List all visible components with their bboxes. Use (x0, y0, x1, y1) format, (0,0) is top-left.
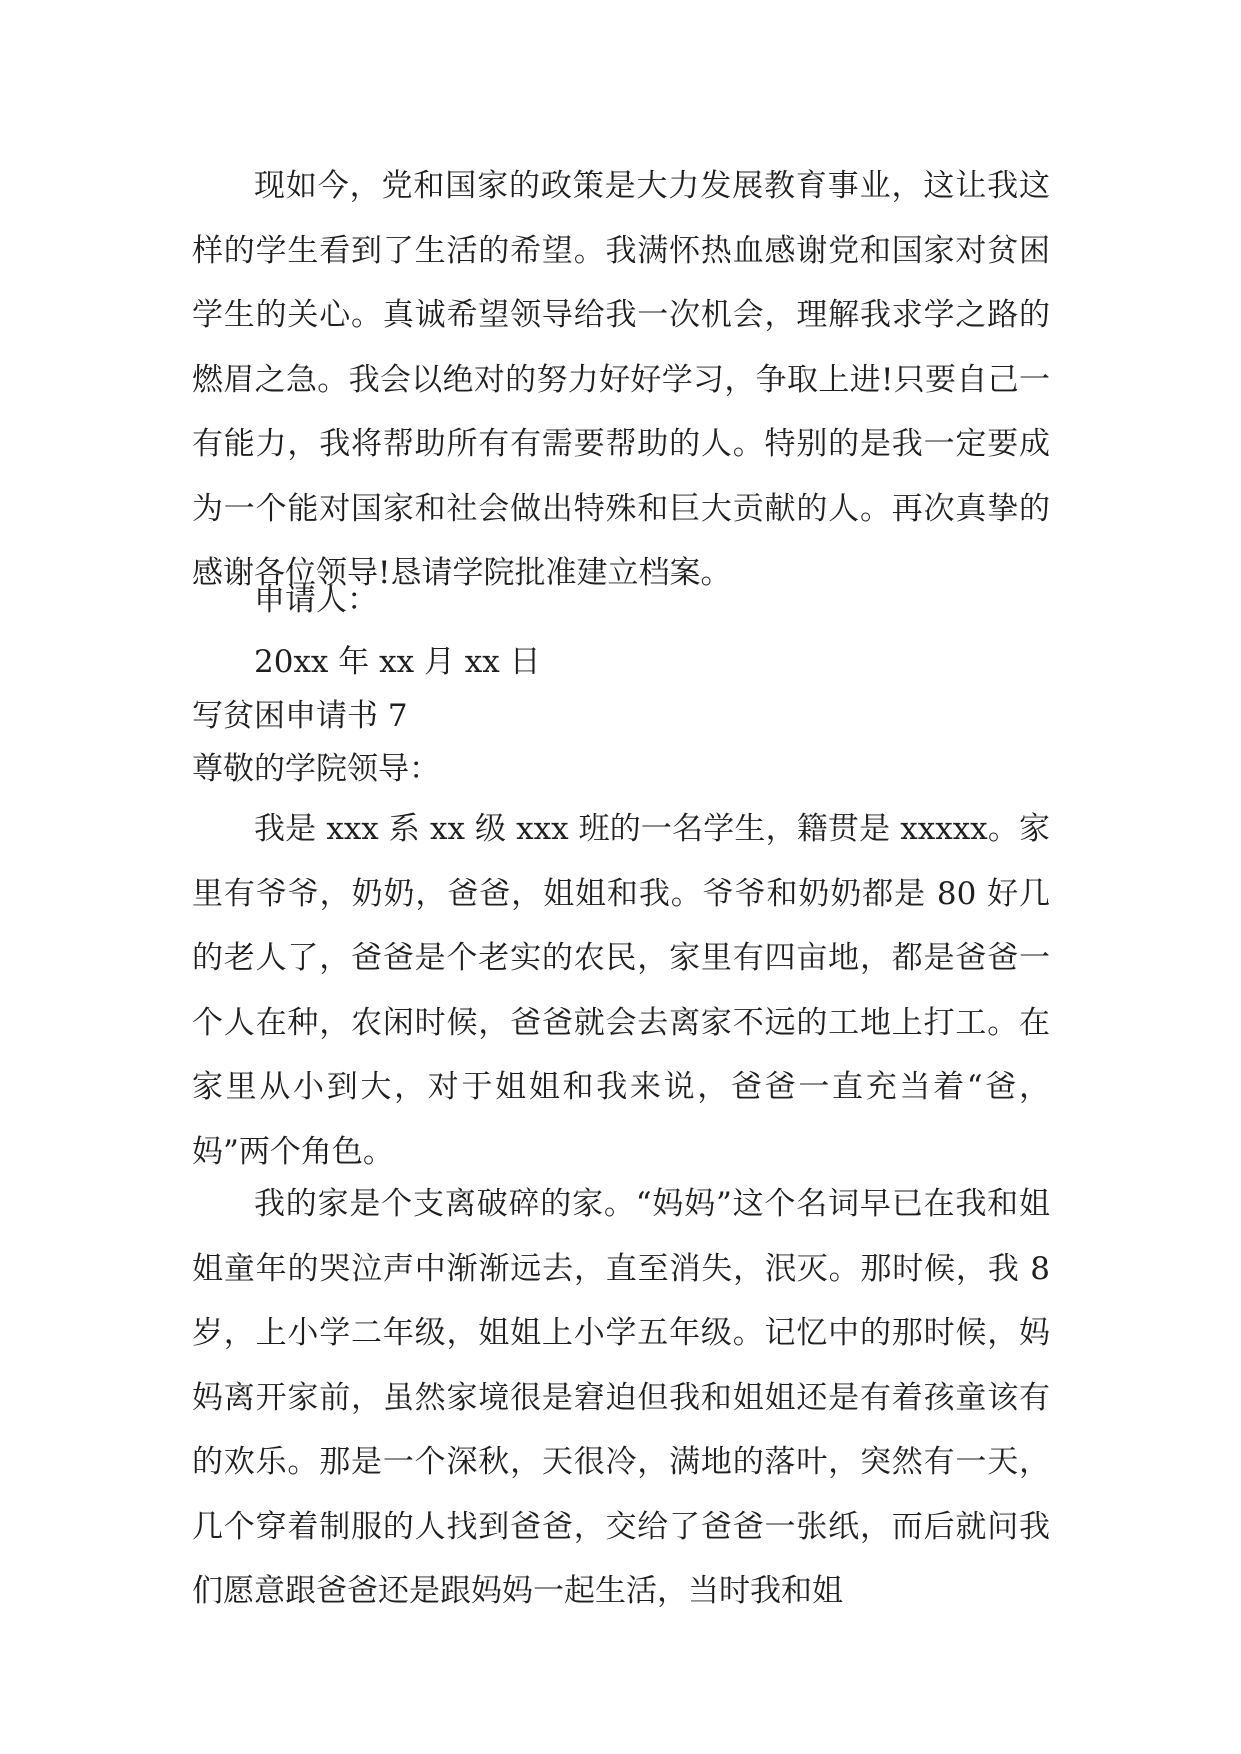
salutation: 尊敬的学院领导： (192, 751, 440, 787)
date-line: 20xx 年 xx 月 xx 日 (254, 644, 541, 680)
section-title: 写贫困申请书 7 (192, 698, 408, 734)
paragraph-gratitude: 现如今，党和国家的政策是大力发展教育事业，这让我这样的学生看到了生活的希望。我满怀热血感谢党和国家对贫困学生的关心。真诚希望领导给我一次机会，理解我求学之路的燃眉之急。我会以绝对的努力好好学习，争取上进!只要自己一有能力，我将帮助所有有需要帮助的人。特别的是我一定要成为一个能对国家和社会做出特殊和巨大贡献的人。再次真挚的感谢各位领导!恳请学院批准建立档案。 (192, 168, 1050, 591)
paragraph-family-intro: 我是 xxx 系 xx 级 xxx 班的一名学生，籍贯是 xxxxx。家里有爷爷，奶奶，爸爸，姐姐和我。爷爷和奶奶都是 80 好几的老人了，爸爸是个老实的农民，家里有四亩地，都是爸爸一个人在种，农闲时候，爸爸就会去离家不远的工地上打工。在家里从小到大，对于姐姐和我来说，爸爸一直充当着“爸，妈”两个角色。 (192, 811, 1050, 1170)
paragraph-family-story: 我的家是个支离破碎的家。“妈妈”这个名词早已在我和姐姐童年的哭泣声中渐渐远去，直至消失，泯灭。那时候，我 8 岁，上小学二年级，姐姐上小学五年级。记忆中的那时候，妈妈离开家前，虽然家境很是窘迫但我和姐姐还是有着孩童该有的欢乐。那是一个深秋，天很冷，满地的落叶，突然有一天，几个穿着制服的人找到爸爸，交给了爸爸一张纸，而后就问我们愿意跟爸爸还是跟妈妈一起生活，当时我和姐 (192, 1186, 1050, 1609)
signature-label: 申请人： (254, 582, 378, 618)
